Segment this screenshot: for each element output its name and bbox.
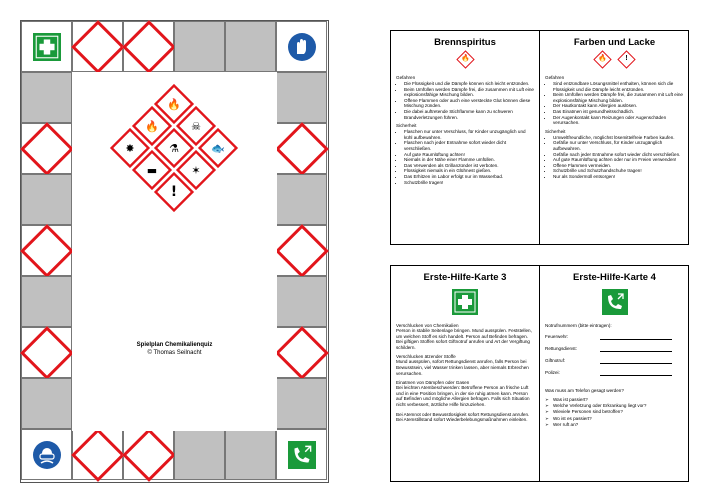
list-item: • Gefäße nach jeder Entnahme sofort wieder dicht verschließen. — [553, 152, 684, 158]
list-item: • Auf gute Raumlüftung achten oder nur im Freien verwenden! — [553, 157, 684, 163]
phone-number-label: Polizei: — [545, 370, 560, 375]
hazard-diamond-icon — [275, 122, 329, 176]
card-title: Farben und Lacke — [573, 37, 656, 48]
board-corner-goggles[interactable] — [21, 429, 72, 480]
list-item: • Gefäße nur unter Verschluss, für Kinder unzugänglich aufbewahren. — [553, 140, 684, 151]
list-item: ➢ Welche Verletzung oder Erkrankung liegt vor? — [553, 403, 684, 409]
telefon-checklist — [545, 397, 684, 428]
hazard-diamond-icon — [71, 428, 125, 482]
phone-number-row — [545, 358, 684, 364]
pictogram-row — [396, 50, 534, 70]
card-farben-und-lacke — [540, 31, 689, 244]
board-center — [72, 72, 277, 431]
board-field-hazard[interactable] — [123, 21, 174, 72]
svg-text:⚗: ⚗ — [169, 142, 179, 155]
board-field-hazard[interactable] — [123, 429, 174, 480]
flame-icon: 🔥 — [456, 50, 474, 68]
board-copyright: © Thomas Seilnacht — [147, 350, 202, 356]
pictogram-row — [545, 50, 684, 70]
section-heading-gefahren: Gefahren — [396, 75, 416, 80]
board-field-hazard[interactable] — [72, 21, 123, 72]
board-field[interactable] — [276, 174, 327, 225]
card-title: Brennspiritus — [434, 37, 496, 48]
first-aid-icon — [452, 289, 478, 315]
board-field[interactable] — [276, 378, 327, 429]
phone-number-list — [545, 334, 684, 376]
exclamation-icon: ! — [617, 50, 635, 68]
flame-icon: 🔥 — [594, 50, 612, 68]
hazard-diamond-icon — [71, 20, 125, 74]
paragraph-list — [396, 323, 534, 423]
list-item: ➢ Wieviele Personen sind betroffen? — [553, 409, 684, 415]
board-field[interactable] — [21, 378, 72, 429]
board-field[interactable] — [21, 72, 72, 123]
phone-number-blank[interactable] — [600, 358, 672, 364]
board-field-hazard[interactable] — [276, 225, 327, 276]
gefahren-list — [545, 81, 684, 126]
list-item: • Das Verwenden als Grillanzünder ist verboten. — [404, 163, 534, 169]
paragraph-text: Bei Atemnot oder Bewusstlosigkeit sofort Rettungsdienst anrufen. Bei Atemstillstand sofort Wiederbelebungsmaßnahmen einleiten. — [396, 411, 530, 423]
hazard-diamond-icon — [20, 122, 74, 176]
phone-number-blank[interactable] — [600, 370, 672, 376]
hazard-diamond-icon — [122, 428, 176, 482]
card-brennspiritus — [391, 31, 540, 244]
list-item: • Schutzbrille tragen! — [404, 180, 534, 186]
board-field[interactable] — [276, 72, 327, 123]
card-title: Erste-Hilfe-Karte 4 — [573, 272, 656, 283]
board-field-hazard[interactable] — [276, 123, 327, 174]
game-board — [20, 20, 329, 483]
list-item: • Das Einatmen ist gesundheitsschädlich. — [553, 109, 684, 115]
list-item: ➢ Wer ruft an? — [553, 422, 684, 428]
list-item: • Nur als Sondermüll entsorgen! — [553, 174, 684, 180]
hazard-diamond-icon — [20, 326, 74, 380]
emergency-phone-icon — [602, 289, 628, 315]
card-erste-hilfe-4 — [540, 266, 689, 481]
hazard-diamond-icon — [275, 326, 329, 380]
paragraph-heading: Verschlucken ätzender Stoffe — [396, 354, 456, 360]
list-item: • Flaschen nur unter Verschluss, für Kinder unzugänglich und kühl aufbewahren. — [404, 129, 534, 140]
board-field[interactable] — [225, 21, 276, 72]
phone-number-row — [545, 370, 684, 376]
phone-number-label: Rettungsdienst: — [545, 346, 577, 351]
gefahren-list — [396, 81, 534, 120]
sicherheit-list — [396, 129, 534, 185]
phone-number-row — [545, 346, 684, 352]
board-field[interactable] — [174, 21, 225, 72]
section-heading-sicherheit: Sicherheit — [545, 128, 566, 134]
list-item: • Die dabei auftretende Stichflamme kann zu schweren Brandverletzungen führen. — [404, 109, 534, 120]
svg-text:▬: ▬ — [146, 164, 158, 177]
paragraph-text: Bei leichten Atembeschwerden: Betroffene Person an frische Luft und in eine Position bringen, in der sie ruhig atmen kann. Person auf Befinden und mögliche Allergien befragen. Falls sich Situation nicht verbessert, ärztliche Hilfe hinzuziehen. — [396, 385, 530, 407]
board-title: Spielplan Chemikalienquiz — [136, 342, 213, 348]
card-title: Erste-Hilfe-Karte 3 — [423, 272, 507, 283]
board-field[interactable] — [21, 276, 72, 327]
telefon-question: Was muss am Telefon gesagt werden? — [545, 388, 624, 393]
paragraph-text: Mund ausspülen, sofort Rettungsdienst anrufen, falls Person bei Bewusstsein, viel Wasser trinken lassen, aber niemals Erbrechen verursachen. — [396, 359, 529, 376]
board-field[interactable] — [174, 429, 225, 480]
notruf-intro: Notrufnummern (bitte eintragen): — [545, 323, 612, 328]
section-heading-gefahren: Gefahren — [545, 75, 565, 80]
card-sheet-products — [390, 30, 689, 245]
phone-number-blank[interactable] — [600, 334, 672, 340]
list-item: • Niemals in der Nähe einer Flamme umfüllen. — [404, 157, 534, 163]
board-corner-emergency-phone[interactable] — [276, 429, 327, 480]
list-item: • Das Erhitzen im Labor erfolgt nur im Wasserbad. — [404, 174, 534, 180]
board-corner-first-aid[interactable] — [21, 21, 72, 72]
card-sheet-first-aid — [390, 265, 689, 482]
sicherheit-list — [545, 135, 684, 180]
svg-text:!: ! — [170, 184, 178, 200]
card-erste-hilfe-3 — [391, 266, 540, 481]
phone-number-label: Feuerwehr: — [545, 334, 569, 339]
hazard-diamond-icon — [20, 224, 74, 278]
board-field-hazard[interactable] — [21, 123, 72, 174]
list-item: ➢ Was ist passiert? — [553, 397, 684, 403]
section-heading-sicherheit: Sicherheit — [396, 123, 417, 129]
board-field[interactable] — [21, 174, 72, 225]
hazard-pictogram-cluster — [72, 72, 277, 342]
board-field-hazard[interactable] — [72, 429, 123, 480]
svg-text:🔥: 🔥 — [167, 98, 181, 111]
list-item: • Flüssigkeit niemals in ein Glühnest gießen. — [404, 168, 534, 174]
list-item: • Sind entzündbare Lösungsmittel enthalten, können sich die Flüssigkeit und die Dämpfe leicht entzünden. — [553, 81, 684, 92]
board-field[interactable] — [225, 429, 276, 480]
phone-number-blank[interactable] — [600, 346, 672, 352]
list-item: • Die Flüssigkeit und die Dämpfe können sich leicht entzünden. — [404, 81, 534, 87]
board-field-hazard[interactable] — [276, 327, 327, 378]
svg-text:🐟: 🐟 — [211, 142, 225, 155]
list-item: • Auf gute Raumlüftung achten! — [404, 152, 534, 158]
list-item: • Beim Umfüllen werden Dämpfe frei, die zusammen mit Luft eine explosionsfähige Mischung bilden. — [553, 92, 684, 103]
list-item: • Offene Flammen oder auch eine versteckte Glut können diese Mischung zünden. — [404, 98, 534, 109]
phone-number-label: Giftnotruf: — [545, 358, 566, 363]
board-corner-gloves[interactable] — [276, 21, 327, 72]
svg-text:🔥: 🔥 — [145, 120, 159, 133]
paragraph-heading: Verschlucken von Chemikalien — [396, 323, 459, 328]
list-item: • Umweltfreundliche, möglichst lösemittelfreie Farben kaufen. — [553, 135, 684, 141]
board-field[interactable] — [276, 276, 327, 327]
hazard-diamond-icon — [275, 224, 329, 278]
paragraph-heading: Einatmen von Dämpfen oder Gasen — [396, 380, 470, 386]
hazard-diamond-icon — [122, 20, 176, 74]
list-item: • Der Hautkontakt kann Allergien auslösen. — [553, 103, 684, 109]
list-item: • Beim Umfüllen werden Dämpfe frei, die zusammen mit Luft eine explosionsfähige Mischung bilden. — [404, 87, 534, 98]
svg-text:☠: ☠ — [191, 120, 201, 133]
board-field-hazard[interactable] — [21, 327, 72, 378]
paragraph-text: Person in stabile Seitenlage bringen. Mund ausspülen. Feststellen, um welchen Stoff es sich handelt. Person auf Befinden befragen. Bei giftigen Stoffen sofort Giftnotruf anrufen und Art der Vergiftung schildern. — [396, 328, 532, 350]
list-item: ➢ Wo ist es passiert? — [553, 416, 684, 422]
svg-text:✶: ✶ — [191, 164, 201, 177]
list-item: • Offene Flammen vermeiden. — [553, 163, 684, 169]
list-item: • Flaschen nach jeder Entnahme sofort wieder dicht verschließen. — [404, 140, 534, 151]
list-item: • Der Augenkontakt kann Reizungen oder Augenschäden verursachen. — [553, 115, 684, 126]
svg-text:✸: ✸ — [125, 142, 135, 155]
board-field-hazard[interactable] — [21, 225, 72, 276]
phone-number-row — [545, 334, 684, 340]
list-item: • Schutzbrille und Schutzhandschuhe tragen! — [553, 168, 684, 174]
